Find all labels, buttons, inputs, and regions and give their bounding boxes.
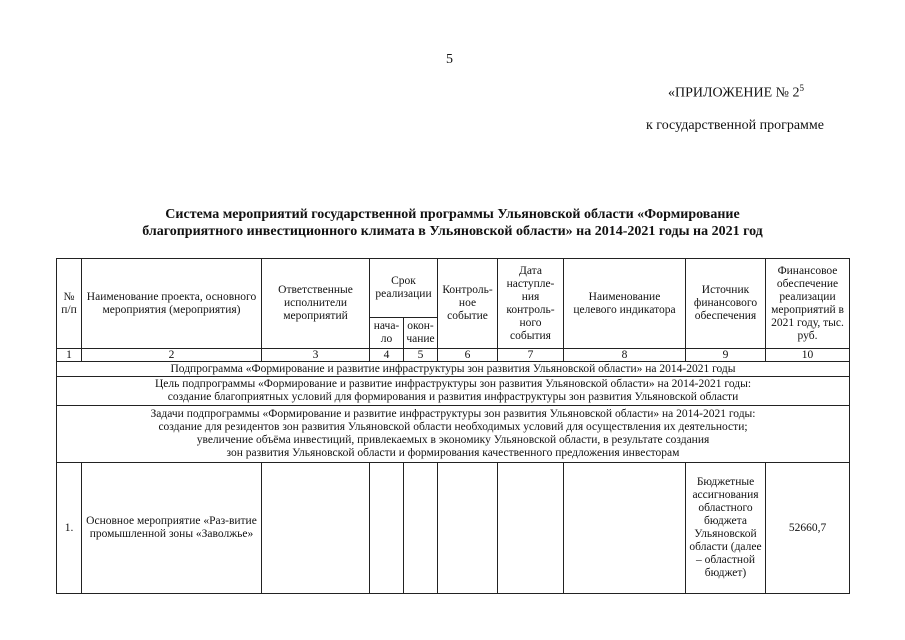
header-row-1	[57, 259, 850, 318]
column-number: 4	[370, 349, 404, 362]
header-control-event: Контроль-ное событие	[438, 259, 498, 349]
document-title-line2: благоприятного инвестиционного климата в Ульяновской области» на 2014-2021 годы на 2021 год	[142, 224, 763, 239]
goal-line-1: Цель подпрограммы «Формирование и развитие инфраструктуры зон развития Ульяновской области» на 2014-2021 годы:	[154, 378, 752, 390]
document-title-line1: Система мероприятий государственной программы Ульяновской области «Формирование	[165, 207, 740, 222]
column-number: 2	[82, 349, 262, 362]
column-number: 9	[686, 349, 766, 362]
table-row	[57, 463, 850, 594]
header-term-end: окон-чание	[404, 318, 438, 349]
header-control-date: Дата наступле-ния контроль-ного события	[498, 259, 564, 349]
header-num: № п/п	[57, 259, 82, 349]
goal-cell	[57, 377, 850, 406]
header-project: Наименование проекта, основного мероприятия (мероприятия)	[82, 259, 262, 349]
header-source: Источник финансового обеспечения	[686, 259, 766, 349]
column-number: 8	[564, 349, 686, 362]
appendix-subtitle: к государственной программе	[646, 118, 824, 133]
row-start	[370, 463, 404, 594]
appendix-superscript: 5	[799, 83, 804, 93]
goal-row	[57, 377, 850, 406]
subprogram-title: Подпрограмма «Формирование и развитие инфраструктуры зон развития Ульяновской области» на 2014-2021 годы	[57, 362, 850, 377]
appendix-title	[668, 83, 804, 102]
row-executors	[262, 463, 370, 594]
row-control-event	[438, 463, 498, 594]
header-executors: Ответственные исполнители мероприятий	[262, 259, 370, 349]
column-number: 10	[766, 349, 850, 362]
row-name: Основное мероприятие «Раз-витие промышленной зоны «Заволжье»	[82, 463, 262, 594]
row-num: 1.	[57, 463, 82, 594]
subprogram-row	[57, 362, 850, 377]
document-title	[80, 206, 825, 240]
row-source: Бюджетные ассигнования областного бюджета Ульяновской области (далее – областной бюджет)	[686, 463, 766, 594]
appendix-title-text: «ПРИЛОЖЕНИЕ № 2	[668, 85, 800, 101]
header-indicator: Наименование целевого индикатора	[564, 259, 686, 349]
column-number: 3	[262, 349, 370, 362]
row-amount: 52660,7	[766, 463, 850, 594]
row-end	[404, 463, 438, 594]
row-control-date	[498, 463, 564, 594]
tasks-line-2: создание для резидентов зон развития Ульяновской области необходимых условий для осуществления их деятельности;	[158, 421, 748, 433]
tasks-line-3: увеличение объёма инвестиций, привлекаемых в экономику Ульяновской области, в результате создания	[196, 434, 710, 446]
goal-line-2: создание благоприятных условий для формирования и развития инфраструктуры зон развития Ульяновской области	[167, 391, 739, 403]
column-number: 5	[404, 349, 438, 362]
header-funding: Финансовое обеспечение реализации мероприятий в 2021 году, тыс. руб.	[766, 259, 850, 349]
tasks-cell	[57, 406, 850, 463]
tasks-line-1: Задачи подпрограммы «Формирование и развитие инфраструктуры зон развития Ульяновской области» на 2014-2021 годы:	[150, 408, 756, 420]
tasks-line-4: зон развития Ульяновской области и формирования качественного предложения инвесторам	[226, 447, 680, 459]
page-number: 5	[446, 52, 453, 67]
row-indicator	[564, 463, 686, 594]
header-term: Срок реализации	[370, 259, 438, 318]
column-number: 7	[498, 349, 564, 362]
measures-table	[56, 258, 850, 594]
tasks-row	[57, 406, 850, 463]
column-number: 1	[57, 349, 82, 362]
header-term-start: нача-ло	[370, 318, 404, 349]
column-number: 6	[438, 349, 498, 362]
column-numbers-row	[57, 349, 850, 362]
